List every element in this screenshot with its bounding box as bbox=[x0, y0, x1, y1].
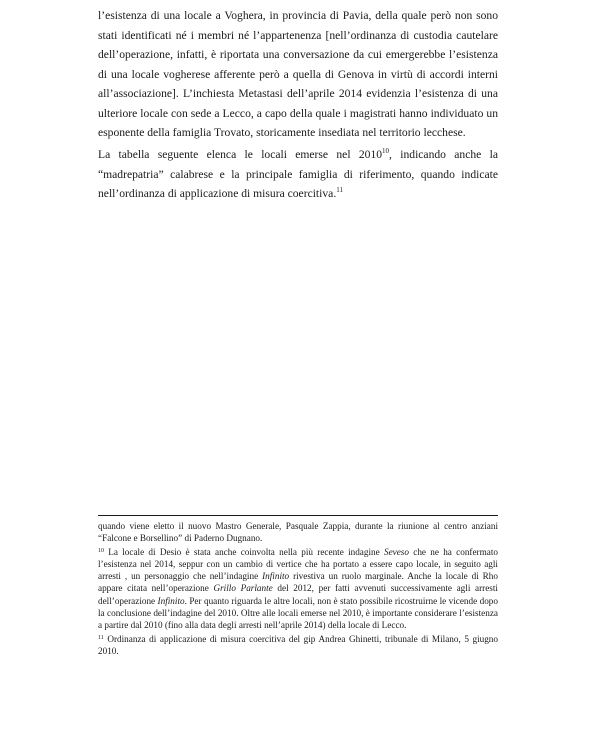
paragraph-2-text-start: La tabella seguente elenca le locali emerse nel 2010 bbox=[98, 148, 383, 161]
footnote-10-text-c: rivestiva un ruolo marginale. Anche la locale di Rho appare citata nell’operazione bbox=[98, 571, 498, 594]
footnote-10 bbox=[98, 546, 498, 632]
footnote-separator bbox=[98, 515, 498, 516]
footnote-10-italic-infinito: Infinito bbox=[262, 571, 290, 582]
body-paragraph-1: l’esistenza di una locale a Voghera, in provincia di Pavia, della quale però non sono stati identificati né i membri né l’appartenenza [nell’ordinanza di custodia cautelare dell’operazione, infatti, è riportata una conversazione da cui emergerebbe l’esistenza di una locale vogherese afferente però a quella di Genova in virtù di accordi interni all’associazione]. L’inchiesta Metastasi dell’aprile 2014 evidenzia l’esistenza di una ulteriore locale con sede a Lecco, a capo della quale i magistrati hanno individuato un esponente della famiglia Trovato, storicamente insediata nel territorio lecchese. bbox=[98, 9, 498, 139]
footnote-10-text-d: del 2012, per fatti avvenuti successivamente agli arresti dell’operazione bbox=[98, 583, 498, 606]
footnote-10-italic-infinito-2: Infinito bbox=[157, 595, 185, 606]
footnote-10-text-e: . Per quanto riguarda le altre locali, non è stato possibile ricostruirne le vicende dopo la conclusione dell’indagine del 2010. Oltre alle locali emerse nel 2010, è importante considerare l’esistenza a partire dal 2010 (fino alla data degli arresti nell’aprile 2014) della locale di Lecco. bbox=[98, 595, 498, 631]
footnote-ref-10[interactable]: 10 bbox=[382, 147, 390, 155]
footnote-ref-11[interactable]: 11 bbox=[336, 186, 343, 194]
footnote-10-text-b: che ne ha confermato l’esistenza nel 2014, seppur con un cambio di vertice che ha portato a essere capo locale, in seguito agli arresti , un personaggio che nell’indagine bbox=[98, 546, 498, 582]
footnotes-section bbox=[98, 520, 498, 657]
footnote-11-number: 11 bbox=[98, 634, 104, 641]
footnote-10-number: 10 bbox=[98, 547, 104, 554]
footnote-10-italic-seveso: Seveso bbox=[383, 546, 409, 557]
body-paragraph-2 bbox=[98, 145, 498, 204]
footnote-continued: quando viene eletto il nuovo Mastro Generale, Pasquale Zappia, durante la riunione al centro anziani “Falcone e Borsellino” di Paderno Dugnano. bbox=[98, 521, 498, 544]
footnote-11 bbox=[98, 633, 498, 658]
footnote-10-italic-grillo-parlante: Grillo Parlante bbox=[213, 583, 273, 594]
footnote-11-text: Ordinanza di applicazione di misura coercitiva del gip Andrea Ghinetti, tribunale di Milano, 5 giugno 2010. bbox=[98, 633, 498, 656]
footnote-10-text-a: La locale di Desio è stata anche coinvolta nella più recente indagine bbox=[104, 546, 384, 557]
paragraph-2-text-end: , indicando anche la “madrepatria” calabrese e la principale famiglia di riferimento, quando indicate nell’ordinanza di applicazione di misura coercitiva. bbox=[98, 148, 498, 200]
